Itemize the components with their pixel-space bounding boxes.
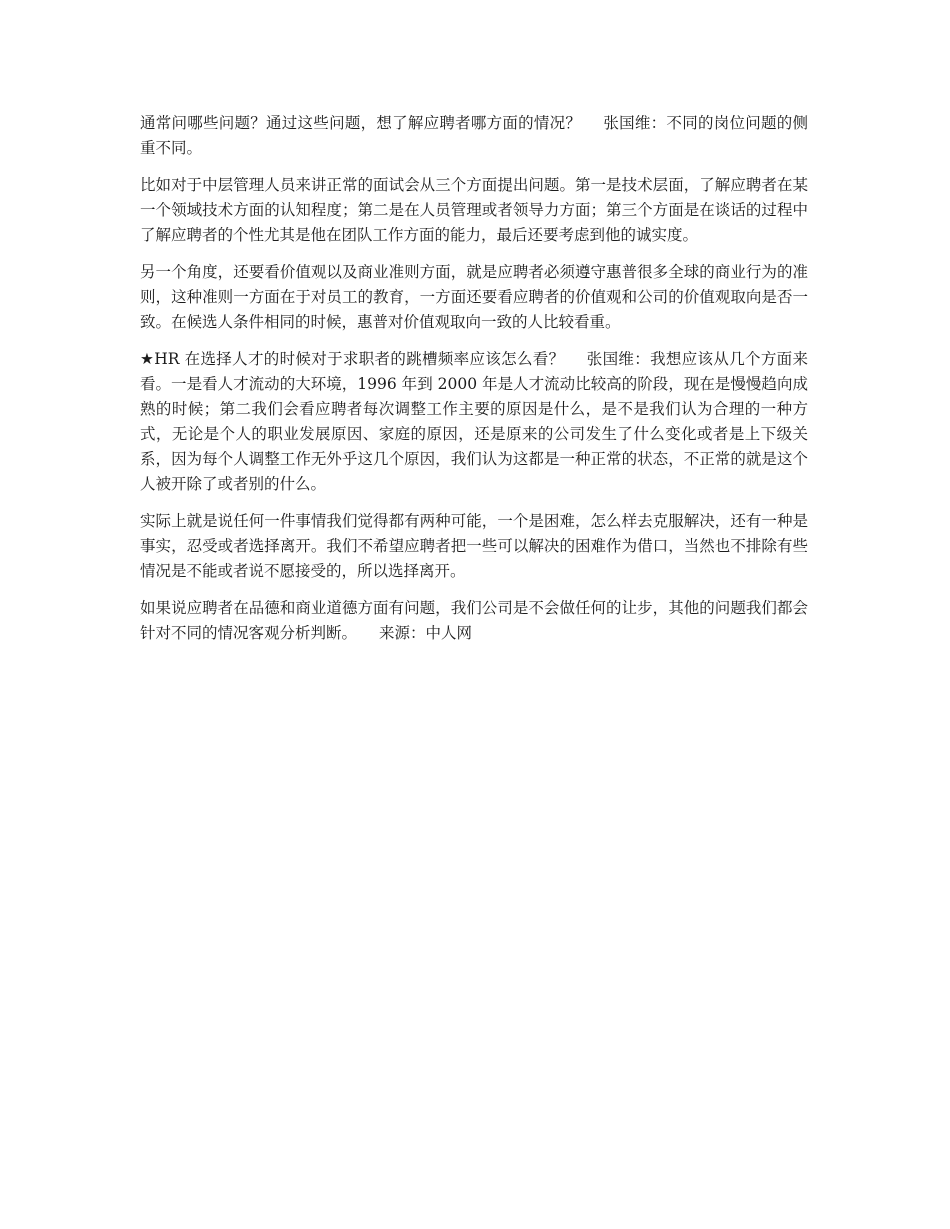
answer-text: 张国维：我想应该从几个方面来看。一是看人才流动的大环境，1996 年到 2000 年是人才流动比较高的阶段，现在是慢慢趋向成熟的时候；第二我们会看应聘者每次调整工作主要的原因是什么，是不是我们认为合理的一种方式，无论是个人的职业发展原因、家庭的原因，还是原来的公司发生了什么变化或者是上下级关系，因为每个人调整工作无外乎这几个原因，我们认为这都是一种正常的状态，不正常的就是这个人被开除了或者别的什么。 [140, 350, 808, 493]
paragraph-values [140, 260, 808, 335]
answer-text: 张国维：不同的岗位问题的侧重不同。 [140, 114, 808, 157]
question-text: ★HR 在选择人才的时候对于求职者的跳槽频率应该怎么看？ [140, 350, 565, 368]
paragraph-text: 另一个角度，还要看价值观以及商业准则方面，就是应聘者必须遵守惠普很多全球的商业行为的准则，这种准则一方面在于对员工的教育，一方面还要看应聘者的价值观和公司的价值观取向是否一致。在候选人条件相同的时候，惠普对价值观取向一致的人比较看重。 [140, 263, 808, 331]
question-text: 通常问哪些问题？通过这些问题，想了解应聘者哪方面的情况？ [140, 114, 582, 132]
paragraph-text: 如果说应聘者在品德和商业道德方面有问题，我们公司是不会做任何的让步，其他的问题我们都会针对不同的情况客观分析判断。 [140, 599, 808, 642]
paragraph-text: 实际上就是说任何一件事情我们觉得都有两种可能，一个是困难，怎么样去克服解决，还有一种是事实，忍受或者选择离开。我们不希望应聘者把一些可以解决的困难作为借口，当然也不排除有些情况是不能或者说不愿接受的，所以选择离开。 [140, 512, 808, 580]
paragraph-text: 比如对于中层管理人员来讲正常的面试会从三个方面提出问题。第一是技术层面，了解应聘者在某一个领域技术方面的认知程度；第二是在人员管理或者领导力方面；第三个方面是在谈话的过程中了解应聘者的个性尤其是他在团队工作方面的能力，最后还要考虑到他的诚实度。 [140, 176, 808, 244]
paragraph-ethics [140, 596, 808, 646]
source-credit: 来源：中人网 [379, 624, 473, 642]
paragraph-two-possibilities [140, 509, 808, 584]
paragraph-middle-management [140, 173, 808, 248]
paragraph-interview-questions [140, 111, 808, 161]
paragraph-job-hopping [140, 347, 808, 497]
document-body [140, 111, 808, 658]
